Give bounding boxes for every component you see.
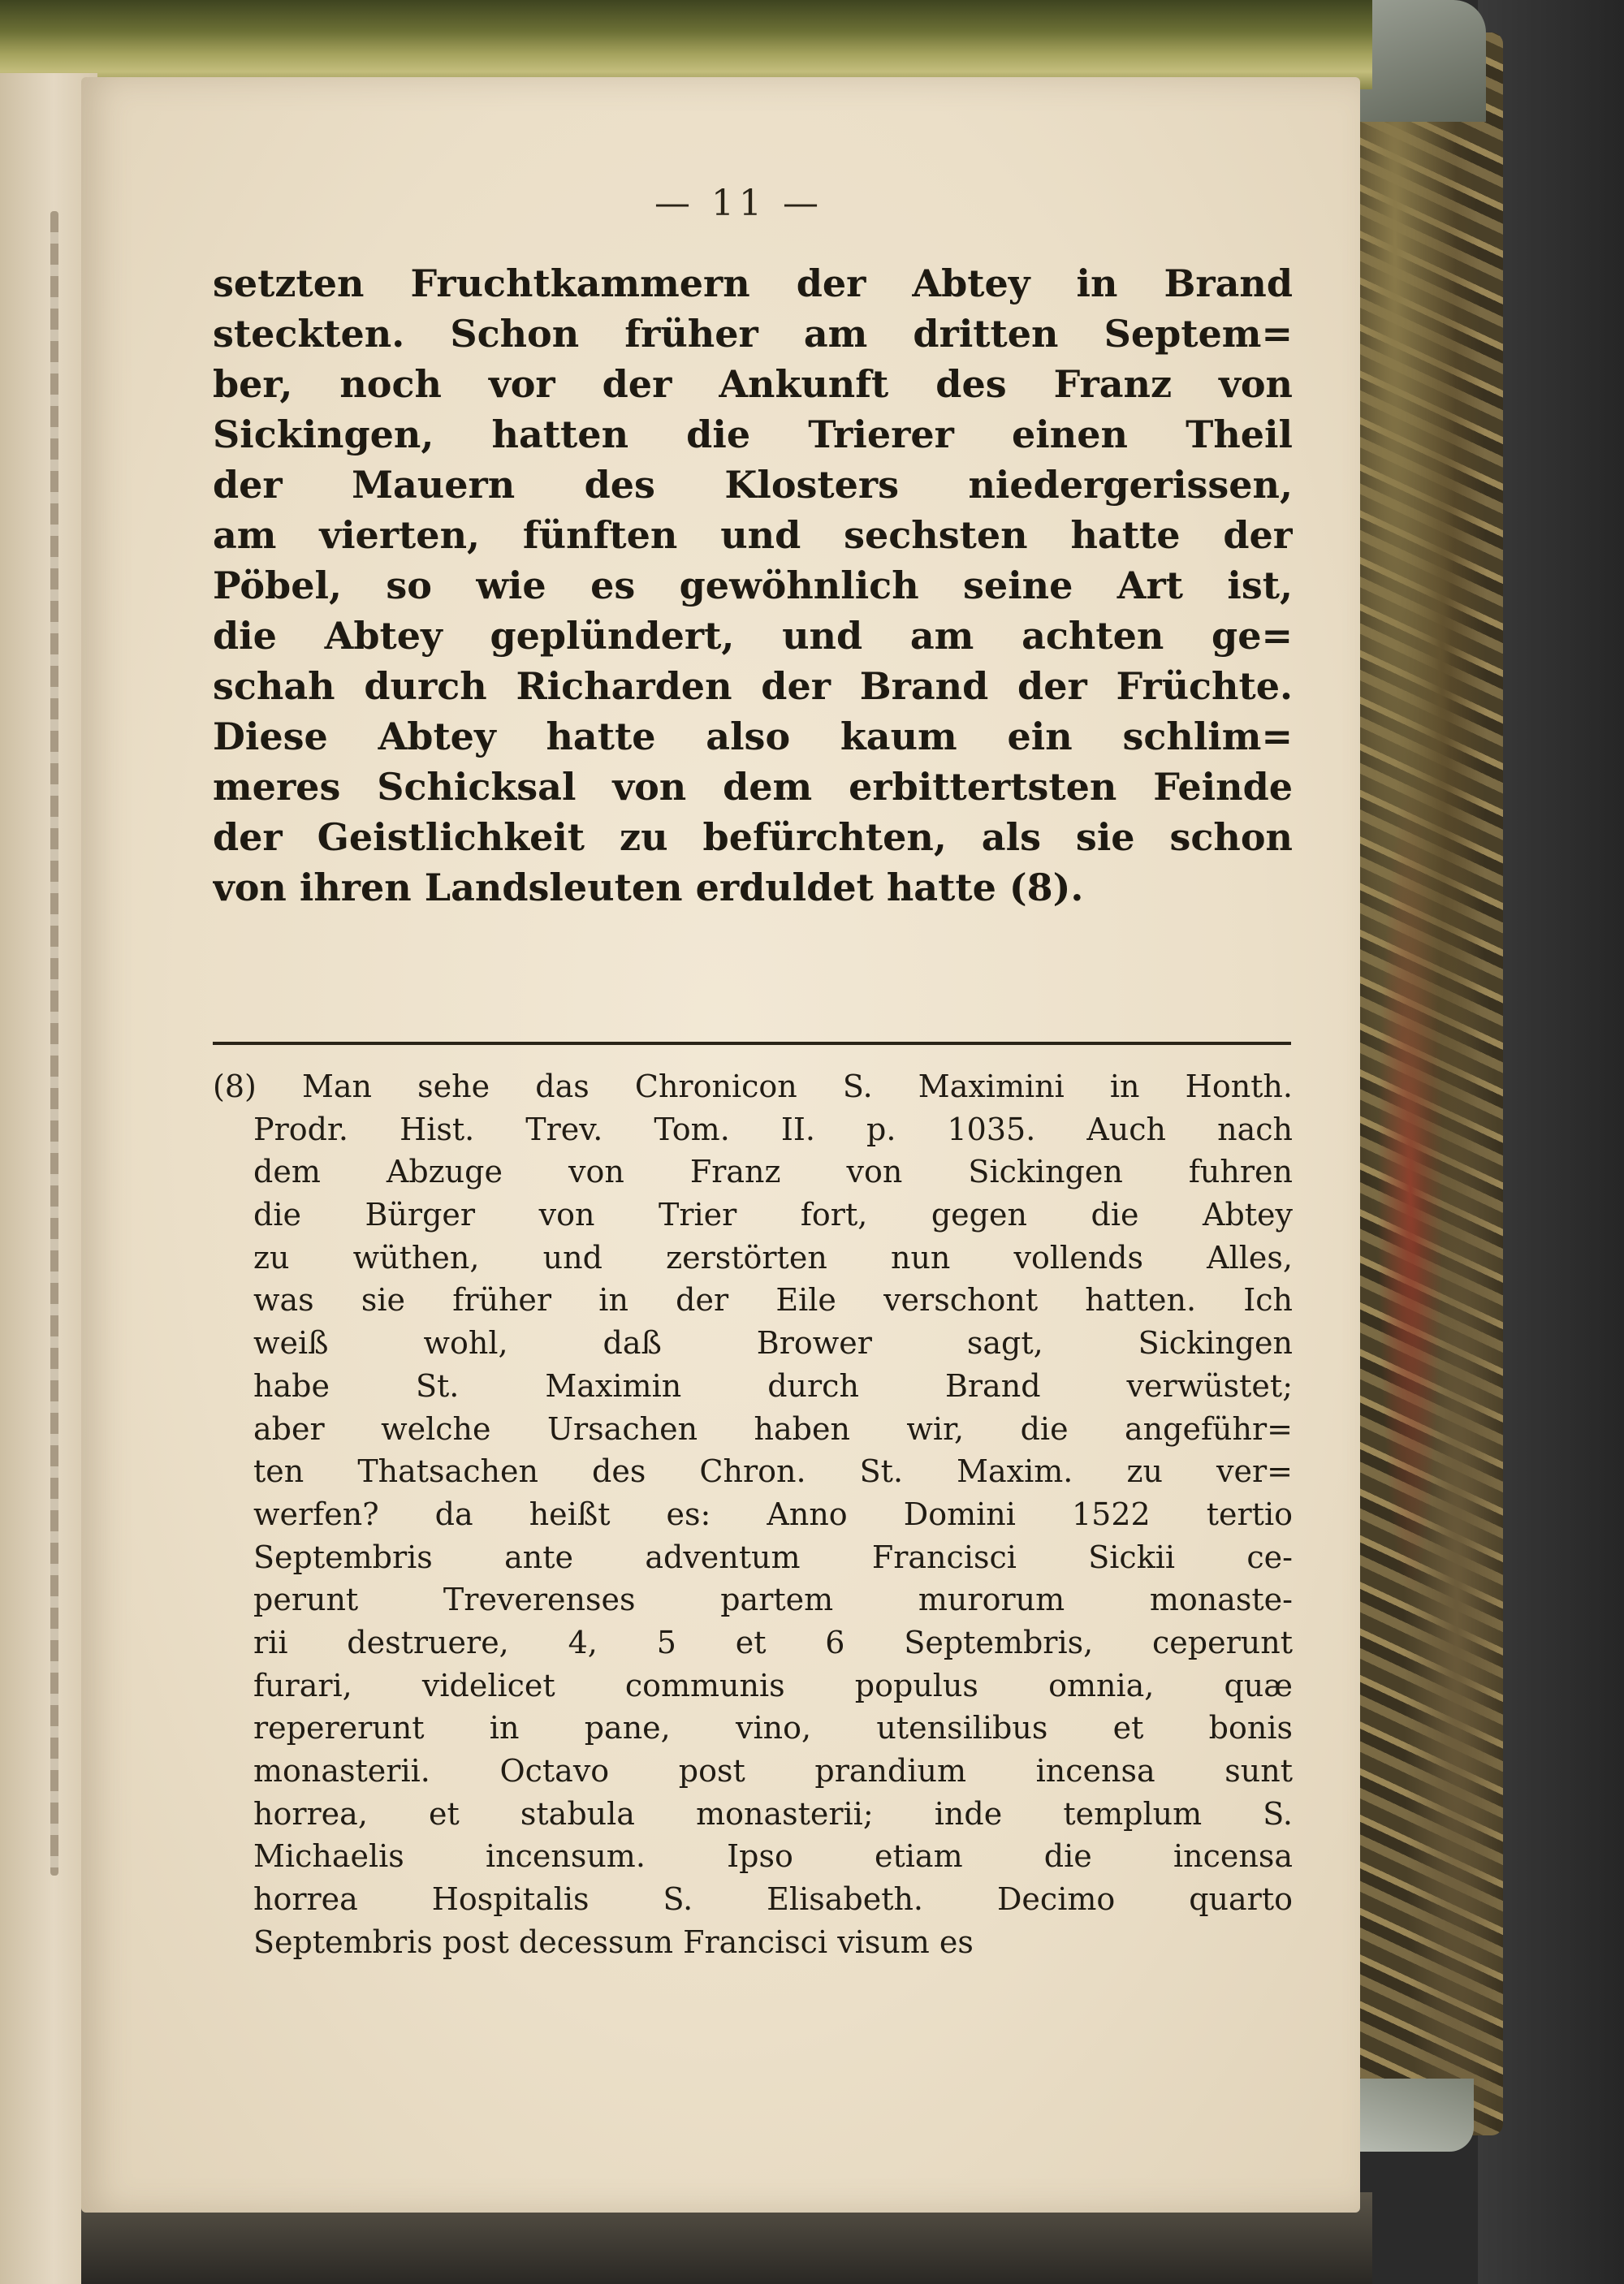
- binding-thread: [50, 211, 58, 1876]
- footnote-line: habe St. Maximin durch Brand verwüstet;: [253, 1367, 1293, 1404]
- footnote-line: was sie früher in der Eile verschont hatten. Ich: [253, 1282, 1293, 1319]
- footnote-line: die Bürger von Trier fort, gegen die Abtey: [253, 1197, 1293, 1233]
- footnote-line: aber welche Ursachen haben wir, die angeführ=: [253, 1410, 1293, 1447]
- footnote-line: ten Thatsachen des Chron. St. Maxim. zu ver=: [253, 1453, 1293, 1490]
- page-number: — 11 —: [654, 183, 823, 224]
- footnote-line: perunt Treverenses partem murorum monaste-: [253, 1582, 1293, 1618]
- text-line: Diese Abtey hatte also kaum ein schlim=: [213, 715, 1293, 758]
- footnote-rule: [213, 1042, 1291, 1045]
- text-line: schah durch Richarden der Brand der Früchte.: [213, 664, 1293, 708]
- marbled-cover: [1344, 32, 1503, 2135]
- footnote-line: zu wüthen, und zerstörten nun vollends Alles,: [253, 1239, 1293, 1276]
- gilded-page-edge: [0, 0, 1372, 89]
- footnote-line: Septembris ante adventum Francisci Sickii ce-: [253, 1539, 1293, 1575]
- footnote-line: Michaelis incensum. Ipso etiam die incensa: [253, 1838, 1293, 1875]
- text-line: meres Schicksal von dem erbittertsten Feinde: [213, 765, 1293, 809]
- footnote-line: dem Abzuge von Franz von Sickingen fuhren: [253, 1154, 1293, 1190]
- footnote-line: werfen? da heißt es: Anno Domini 1522 tertio: [253, 1496, 1293, 1532]
- text-line: der Mauern des Klosters niedergerissen,: [213, 463, 1293, 507]
- text-line: der Geistlichkeit zu befürchten, als sie schon: [213, 815, 1293, 859]
- footnote-line: monasterii. Octavo post prandium incensa sunt: [253, 1753, 1293, 1789]
- footnote-line: (8) Man sehe das Chronicon S. Maximini in Honth.: [213, 1069, 1293, 1104]
- body-text: [213, 258, 1293, 913]
- footnote-text: [213, 1065, 1293, 1963]
- text-line: ber, noch vor der Ankunft des Franz von: [213, 362, 1293, 406]
- footnote-line: weiß wohl, daß Brower sagt, Sickingen: [253, 1325, 1293, 1362]
- text-line: von ihren Landsleuten erduldet hatte (8).: [213, 866, 1084, 909]
- text-line: steckten. Schon früher am dritten Septem=: [213, 312, 1293, 356]
- text-line: die Abtey geplündert, und am achten ge=: [213, 614, 1293, 658]
- cover-corner-bottom: [1352, 2079, 1474, 2152]
- footnote-line: repererunt in pane, vino, utensilibus et bonis: [253, 1710, 1293, 1746]
- text-line: am vierten, fünften und sechsten hatte der: [213, 513, 1293, 557]
- footnote-line: horrea, et stabula monasterii; inde templum S.: [253, 1795, 1293, 1832]
- footnote-line: Septembris post decessum Francisci visum es: [253, 1923, 974, 1960]
- text-line: Pöbel, so wie es gewöhnlich seine Art ist,: [213, 563, 1293, 607]
- footnote-line: Prodr. Hist. Trev. Tom. II. p. 1035. Auch nach: [253, 1111, 1293, 1147]
- text-line: setzten Fruchtkammern der Abtey in Brand: [213, 261, 1293, 305]
- text-line: Sickingen, hatten die Trierer einen Theil: [213, 412, 1293, 456]
- footnote-line: rii destruere, 4, 5 et 6 Septembris, ceperunt: [253, 1624, 1293, 1660]
- footnote-line: furari, videlicet communis populus omnia, quæ: [253, 1667, 1293, 1703]
- footnote-line: horrea Hospitalis S. Elisabeth. Decimo quarto: [253, 1881, 1293, 1918]
